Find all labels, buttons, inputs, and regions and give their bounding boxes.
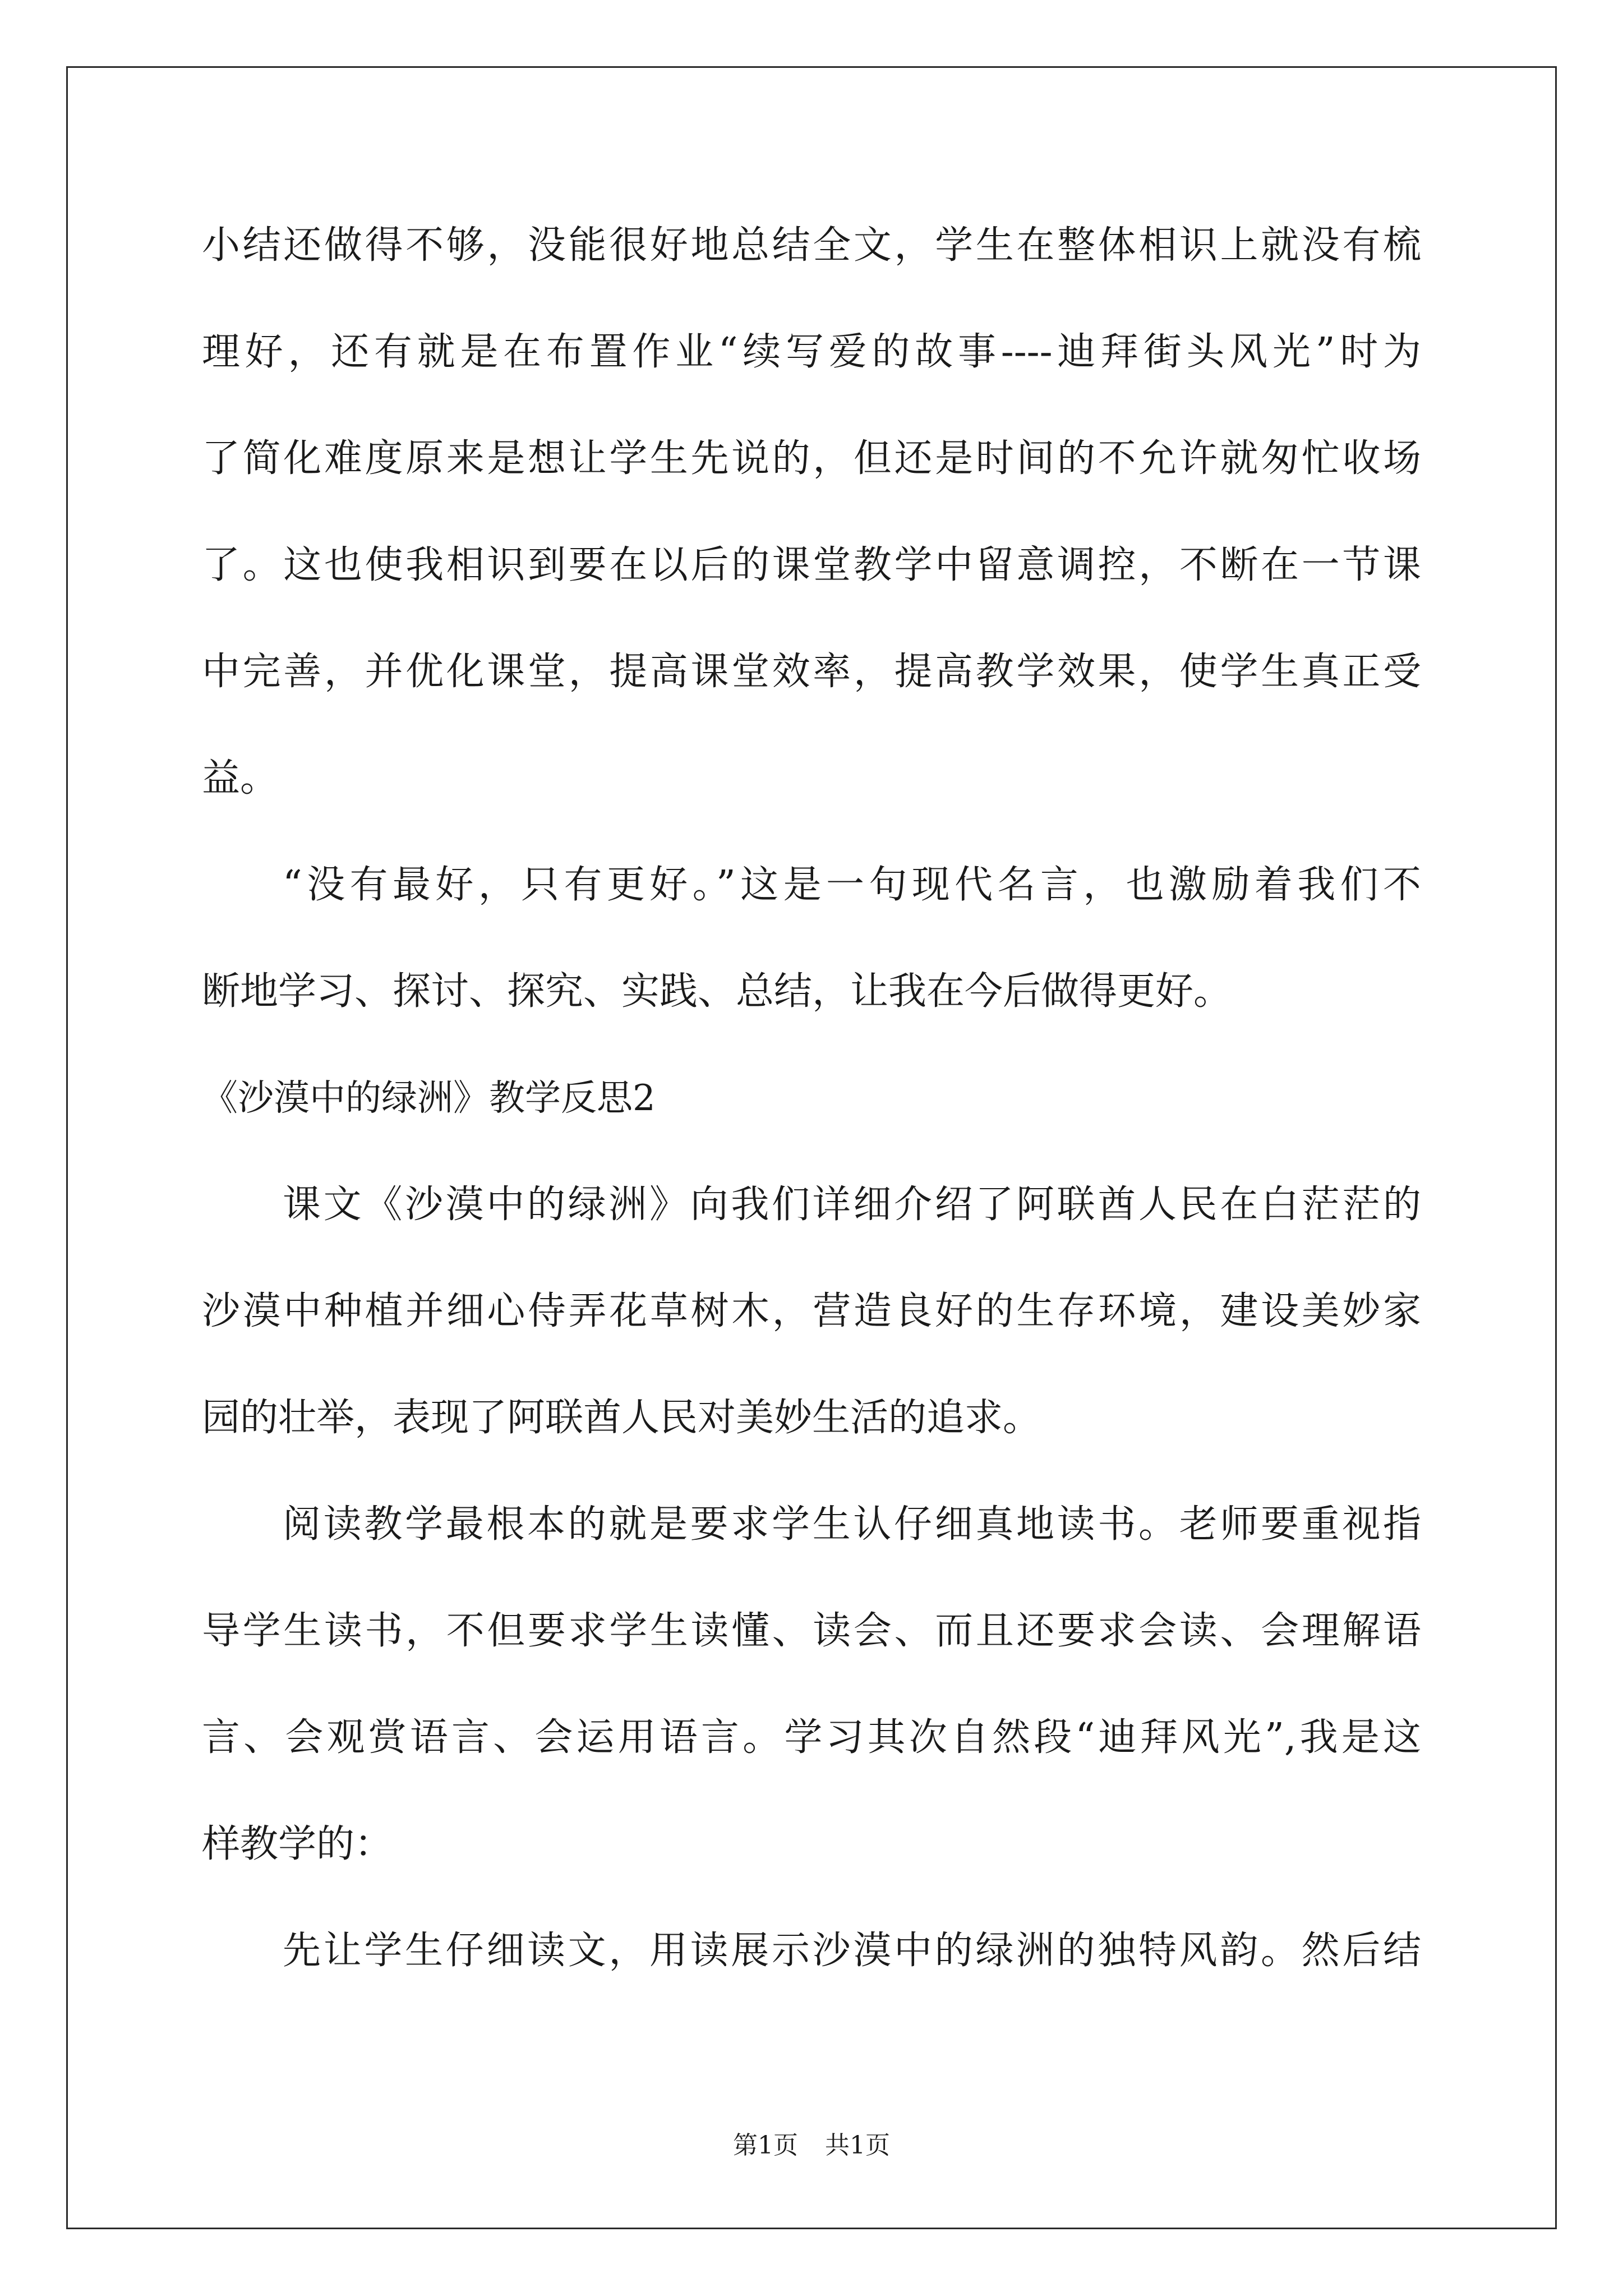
text-line: 了简化难度原来是想让学生先说的，但还是时间的不允许就匆忙收场 xyxy=(202,436,1421,481)
page-total: 共1页 xyxy=(825,2131,890,2160)
page-border xyxy=(66,66,1557,2229)
page-number: 第1页 xyxy=(733,2131,798,2160)
page-footer xyxy=(0,2129,1623,2162)
text-line: 中完善，并优化课堂，提高课堂效率，提高教学效果，使学生真正受 xyxy=(202,650,1421,694)
paragraph-first-line: “没有最好，只有更好。”这是一句现代名言，也激励着我们不 xyxy=(283,863,1421,907)
text-line: 理好，还有就是在布置作业“续写爱的故事----迪拜街头风光”时为 xyxy=(202,330,1421,374)
text-line: 园的壮举，表现了阿联酋人民对美妙生活的追求。 xyxy=(202,1396,1041,1440)
text-line: 益。 xyxy=(202,756,279,800)
section-heading: 《沙漠中的绿洲》教学反思2 xyxy=(202,1078,656,1119)
text-line: 导学生读书，不但要求学生读懂、读会、而且还要求会读、会理解语 xyxy=(202,1609,1421,1653)
text-line: 样教学的： xyxy=(202,1822,393,1866)
text-line: 断地学习、探讨、探究、实践、总结，让我在今后做得更好。 xyxy=(202,969,1232,1014)
paragraph-first-line: 先让学生仔细读文，用读展示沙漠中的绿洲的独特风韵。然后结 xyxy=(283,1929,1421,1973)
paragraph-first-line: 课文《沙漠中的绿洲》向我们详细介绍了阿联酋人民在白茫茫的 xyxy=(283,1182,1421,1227)
text-line: 了。这也使我相识到要在以后的课堂教学中留意调控，不断在一节课 xyxy=(202,543,1421,587)
text-line: 沙漠中种植并细心侍弄花草树木，营造良好的生存环境，建设美妙家 xyxy=(202,1289,1421,1333)
text-line: 言、会观赏语言、会运用语言。学习其次自然段“迪拜风光”,我是这 xyxy=(202,1715,1421,1760)
text-line: 小结还做得不够，没能很好地总结全文，学生在整体相识上就没有梳 xyxy=(202,223,1421,268)
paragraph-first-line: 阅读教学最根本的就是要求学生认仔细真地读书。老师要重视指 xyxy=(283,1502,1421,1547)
